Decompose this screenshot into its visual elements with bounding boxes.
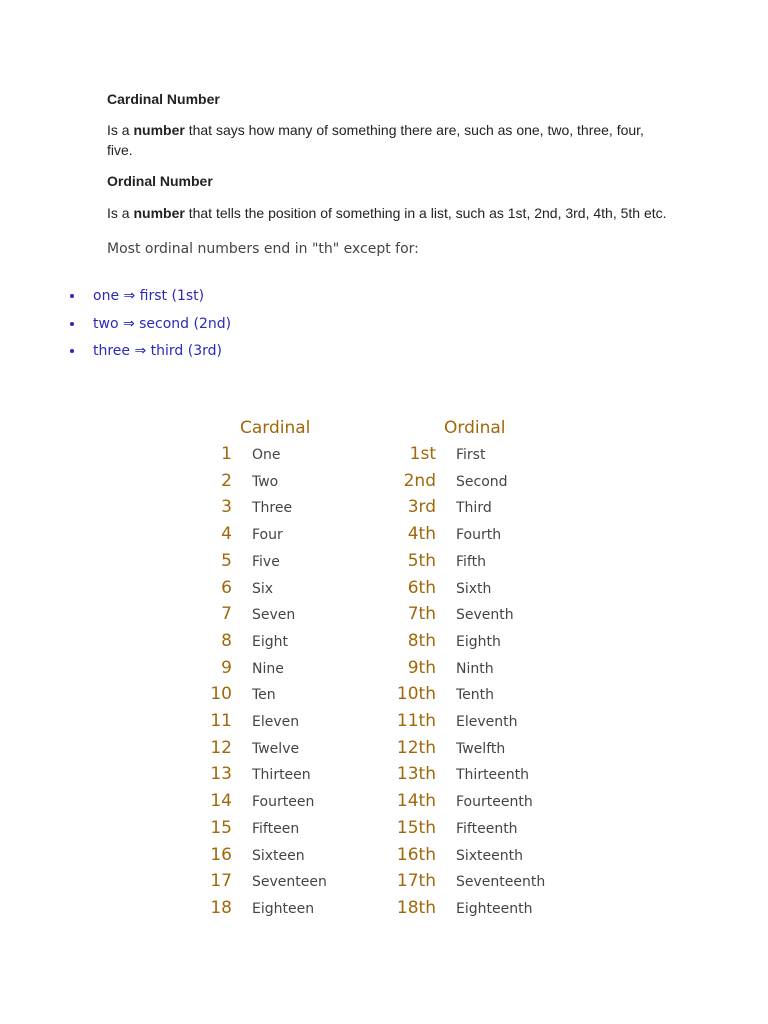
cardinal-numeral: 7 [221, 604, 232, 625]
cardinal-numeral: 10 [210, 684, 232, 705]
exceptions-intro: Most ordinal numbers end in "th" except for: [107, 241, 419, 257]
exception-text: three ⇒ third (3rd) [93, 343, 222, 359]
ordinal-word: Eighteenth [456, 900, 533, 917]
ordinal-numeral: 12th [396, 737, 436, 758]
ordinal-number-heading: Ordinal Number [107, 173, 213, 189]
ordinal-word: Ninth [456, 660, 494, 677]
exception-item [0, 285, 231, 313]
table-row [0, 764, 768, 790]
cardinal-word: Ten [252, 687, 276, 704]
cardinal-text-post: that says how many of something there are, such as one, two, three, four, five. [107, 122, 644, 158]
ordinal-numeral: 4th [407, 524, 436, 545]
ordinal-numeral: 9th [407, 657, 436, 678]
cardinal-text-bold: number [133, 122, 185, 138]
table-row [0, 738, 768, 764]
table-row [0, 684, 768, 710]
exceptions-list [0, 285, 231, 368]
table-row [0, 631, 768, 657]
cardinal-number-heading: Cardinal Number [107, 91, 220, 107]
ordinal-word: Fourteenth [456, 794, 533, 811]
cardinal-word: Four [252, 527, 283, 544]
ordinal-word: Tenth [456, 687, 495, 704]
ordinal-numeral: 15th [396, 817, 436, 838]
table-row [0, 845, 768, 871]
cardinal-word: Twelve [252, 740, 300, 757]
ordinal-text-bold: number [133, 205, 185, 221]
cardinal-numeral: 1 [221, 444, 232, 464]
ordinal-numeral: 7th [407, 604, 436, 625]
ordinal-numeral: 6th [407, 577, 436, 598]
cardinal-numeral: 4 [221, 524, 232, 545]
ordinal-word: Second [456, 473, 508, 490]
cardinal-word: Thirteen [252, 767, 311, 784]
ordinal-numeral: 13th [396, 764, 436, 785]
table-row [0, 551, 768, 577]
exception-item [0, 313, 231, 341]
ordinal-word: Fifteenth [456, 820, 518, 837]
table-row [0, 471, 768, 497]
table-row [0, 604, 768, 630]
ordinal-word: Sixteenth [456, 847, 524, 864]
ordinal-numeral: 16th [396, 844, 436, 865]
table-row [0, 711, 768, 737]
table-row [0, 497, 768, 523]
cardinal-numeral: 2 [221, 470, 232, 491]
bullet-dot-icon [70, 349, 74, 353]
cardinal-numeral: 5 [221, 550, 232, 571]
cardinal-numeral: 11 [210, 711, 232, 731]
cardinal-numeral: 8 [221, 630, 232, 651]
ordinal-word: First [456, 447, 486, 463]
ordinal-numeral: 11th [396, 711, 436, 731]
cardinal-numeral: 18 [210, 897, 232, 918]
cardinal-word: Five [252, 553, 280, 570]
ordinal-text-pre: Is a [107, 205, 134, 221]
cardinal-column-header: Cardinal [240, 418, 311, 438]
cardinal-numeral: 14 [210, 791, 232, 812]
ordinal-numeral: 18th [396, 897, 436, 918]
cardinal-numeral: 12 [210, 737, 232, 758]
exception-item [0, 340, 231, 368]
ordinal-numeral: 1st [409, 444, 436, 464]
cardinal-word: Nine [252, 660, 284, 677]
cardinal-word: Seven [252, 607, 296, 624]
cardinal-word: Two [252, 473, 279, 490]
table-row [0, 871, 768, 897]
cardinal-numeral: 16 [210, 844, 232, 865]
bullet-dot-icon [70, 322, 74, 326]
ordinal-word: Fourth [456, 527, 502, 544]
ordinal-numeral: 8th [407, 630, 436, 651]
cardinal-word: Sixteen [252, 847, 305, 864]
ordinal-text-post: that tells the position of something in a list, such as 1st, 2nd, 3rd, 4th, 5th etc. [184, 205, 667, 221]
cardinal-numeral: 6 [221, 577, 232, 598]
ordinal-word: Third [456, 500, 492, 517]
cardinal-word: Six [252, 580, 274, 597]
table-row [0, 791, 768, 817]
cardinal-text-pre: Is a [107, 122, 134, 138]
bullet-dot-icon [70, 294, 74, 298]
ordinal-numeral: 14th [396, 791, 436, 812]
ordinal-number-description [107, 203, 707, 223]
ordinal-numeral: 3rd [407, 497, 436, 518]
ordinal-word: Seventh [456, 607, 514, 624]
cardinal-word: Fourteen [252, 794, 315, 811]
cardinal-numeral: 3 [221, 497, 232, 518]
cardinal-word: Three [252, 500, 293, 517]
ordinal-word: Seventeenth [456, 874, 546, 891]
ordinal-column-header: Ordinal [444, 418, 506, 438]
cardinal-word: Seventeen [252, 874, 327, 891]
exception-text: two ⇒ second (2nd) [93, 315, 232, 332]
cardinal-word: Eight [252, 633, 288, 650]
table-row [0, 578, 768, 604]
ordinal-word: Fifth [456, 553, 486, 570]
cardinal-number-description [107, 120, 652, 160]
table-row [0, 444, 768, 470]
cardinal-numeral: 15 [210, 817, 232, 838]
cardinal-word: Fifteen [252, 820, 300, 837]
cardinal-numeral: 17 [210, 871, 232, 892]
ordinal-word: Sixth [456, 580, 492, 597]
cardinal-numeral: 13 [210, 764, 232, 785]
ordinal-word: Thirteenth [456, 767, 530, 784]
cardinal-word: One [252, 447, 281, 463]
table-row [0, 658, 768, 684]
table-row [0, 818, 768, 844]
table-row [0, 898, 768, 924]
table-row [0, 524, 768, 550]
ordinal-numeral: 2nd [403, 470, 436, 491]
ordinal-numeral: 5th [407, 550, 436, 571]
exception-text: one ⇒ first (1st) [93, 288, 205, 304]
ordinal-word: Eleventh [456, 714, 518, 730]
ordinal-numeral: 17th [396, 871, 436, 892]
ordinal-word: Twelfth [456, 740, 506, 757]
cardinal-word: Eleven [252, 714, 300, 730]
ordinal-numeral: 10th [396, 684, 436, 705]
cardinal-word: Eighteen [252, 900, 315, 917]
ordinal-word: Eighth [456, 633, 501, 650]
cardinal-numeral: 9 [221, 657, 232, 678]
